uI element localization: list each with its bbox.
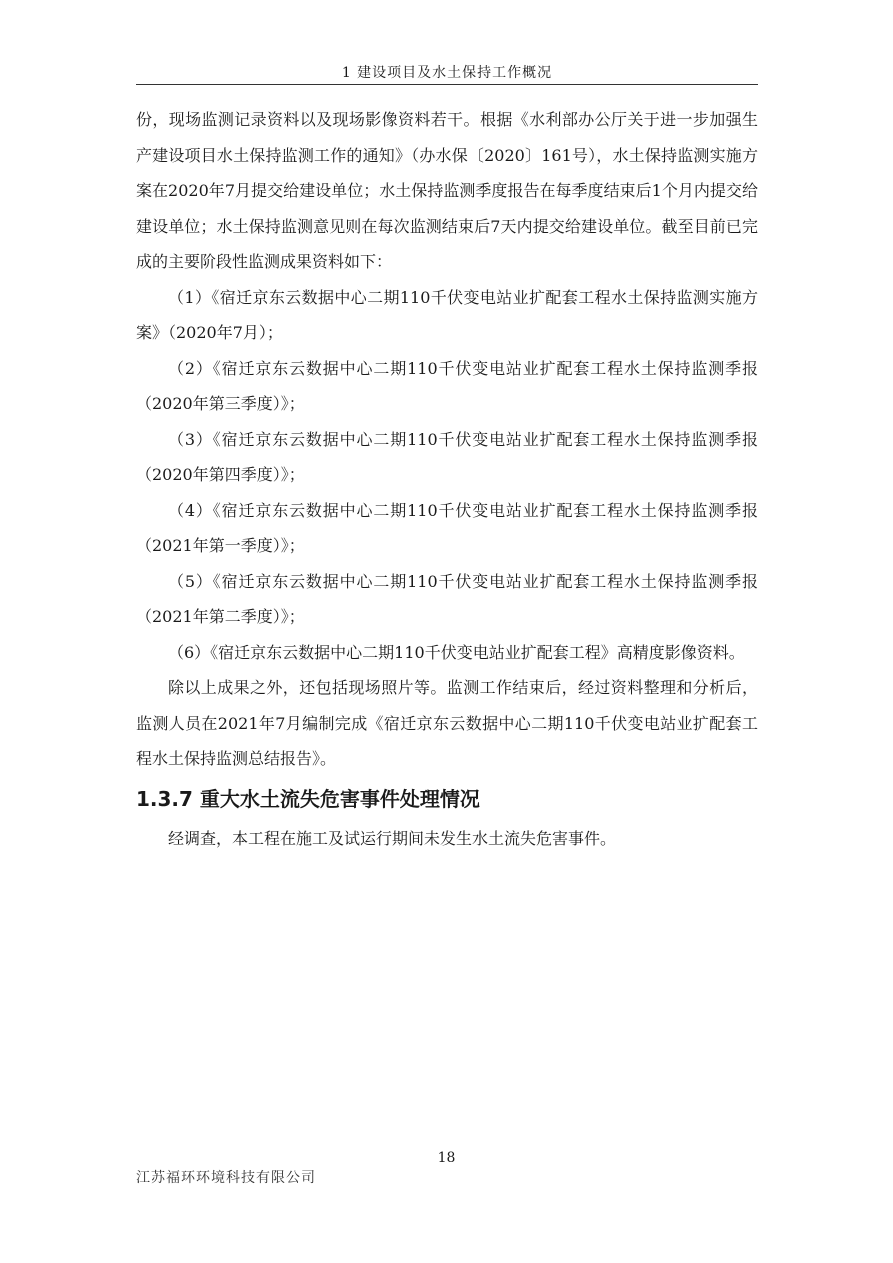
list-item: （4）《宿迁京东云数据中心二期110千伏变电站业扩配套工程水土保持监测季报（2021年第一季度）》； [136, 500, 758, 555]
footer-company-name: 江苏福环环境科技有限公司 [136, 1170, 316, 1186]
page-number: 18 [437, 1150, 456, 1166]
list-item: （1）《宿迁京东云数据中心二期110千伏变电站业扩配套工程水土保持监测实施方案》（2020年7月）； [136, 287, 758, 342]
intro-paragraph: 份，现场监测记录资料以及现场影像资料若干。根据《水利部办公厅关于进一步加强生产建设项目水土保持监测工作的通知》（办水保〔2020〕161号），水土保持监测实施方案在2020年7月提交给建设单位；水土保持监测季度报告在每季度结束后1个月内提交给建设单位；水土保持监测意见则在每次监测结束后7天内提交给建设单位。截至目前已完成的主要阶段性监测成果资料如下： [136, 110, 758, 271]
document-body [136, 102, 758, 856]
header-divider [136, 84, 758, 85]
list-item: （5）《宿迁京东云数据中心二期110千伏变电站业扩配套工程水土保持监测季报（2021年第二季度）》； [136, 571, 758, 626]
list-item: （3）《宿迁京东云数据中心二期110千伏变电站业扩配套工程水土保持监测季报（2020年第四季度）》； [136, 429, 758, 484]
section-heading: 1.3.7 重大水土流失危害事件处理情况 [136, 786, 480, 811]
summary-paragraph: 除以上成果之外，还包括现场照片等。监测工作结束后，经过资料整理和分析后，监测人员在2021年7月编制完成《宿迁京东云数据中心二期110千伏变电站业扩配套工程水土保持监测总结报告》。 [136, 678, 758, 768]
list-item: （6）《宿迁京东云数据中心二期110千伏变电站业扩配套工程》高精度影像资料。 [168, 642, 745, 662]
list-item: （2）《宿迁京东云数据中心二期110千伏变电站业扩配套工程水土保持监测季报（2020年第三季度）》； [136, 358, 758, 413]
section-paragraph: 经调查，本工程在施工及试运行期间未发生水土流失危害事件。 [168, 828, 617, 848]
page-header: 1 建设项目及水土保持工作概况 [341, 65, 553, 81]
